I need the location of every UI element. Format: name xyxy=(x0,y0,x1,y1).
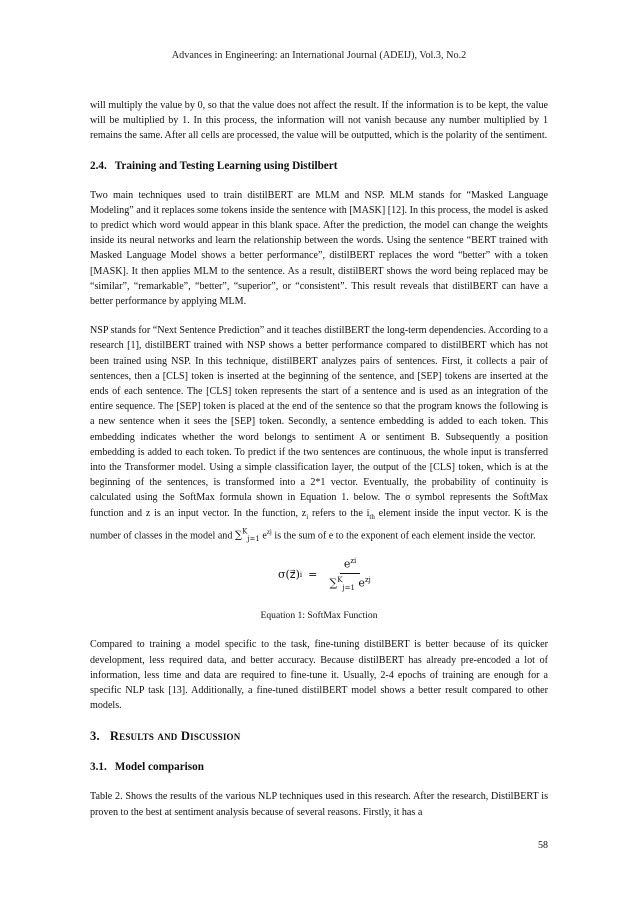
paragraph-model-comparison: Table 2. Shows the results of the various NLP techniques used in this research. After the research, DistilBERT is proven to the best at sentiment analysis because of several reasons. Firstly, it has a xyxy=(90,791,548,818)
section-heading-3 xyxy=(90,727,548,745)
inline-sum-symbol: ∑$^K_{j=1}$ xyxy=(234,527,260,544)
paragraph-nsp: NSP stands for “Next Sentence Prediction” and it teaches distilBERT the long-term dependencies. According to a research [1], distilBERT trained with NSP shows a better performance compared to distilBERT which has not been trained using NSP. In this technique, distilBERT analyzes pairs of sentences. First, it collects a pair of sentences, then a [CLS] token is inserted at the beginning of the sentence, and [SEP] tokens are inserted at the ends of each sentence. The [CLS] token represents the start of a sentence and is used as an integration of the entire sequence. The [SEP] token is placed at the end of the sentence so that the program knows the following is a new sentence when it sees the [SEP] token. Secondly, a sentence embedding is added to each token. This embedding indicates whether the word belongs to sentiment A or sentiment B. Subsequently a position embedding is added to each token. To predict if the two sentences are continuous, the whole input is transferred into the Transformer model. Using a simple classification layer, the output of the [CLS] token, which is at the beginning of the sentences, is transformed into a 2*1 vector. Eventually, the probability of continuity is calculated using the SoftMax formula shown in Equation 1. below. The σ symbol represents the SoftMax function and z is an input vector. In the function, $z_i$ refers to the $i_{th}$ element inside the input vector. K is the number of classes in the model and ∑$^K_{j=1}$ $e^{zj}$ is the sum of e to the exponent of each element inside the vector. xyxy=(90,325,548,544)
paragraph-lstm-continued: will multiply the value by 0, so that the value does not affect the result. If the information is to be kept, the value will be multiplied by 1. In this process, the information will not vanish because any number multiplied by 1 remains the same. After all cells are processed, the value will be outputted, which is the polarity of the sentiment. xyxy=(90,100,548,142)
section-title: Training and Testing Learning using Distilbert xyxy=(114,159,338,172)
page-number: 58 xyxy=(538,840,548,851)
paragraph-mlm: Two main techniques used to train distilBERT are MLM and NSP. MLM stands for “Masked Language Modeling” and it replaces some tokens inside the sentence with [MASK] [12]. In this process, the model is asked to predict which word would appear in this blank space. After the prediction, the model can change the weights inside its neural networks and learn the relationship between the words. Using the sentence “BERT trained with Masked Language Model shows a better performance”, distilBERT replaces the word “better” with a token [MASK]. It then applies MLM to the sentence. As a result, distilBERT shows the word being replaced may be “similar”, “remarkable”, “better”, “superior”, or “consistent”. This result reveals that distilBERT can have a better performance by applying MLM. xyxy=(90,189,548,308)
paragraph-fine-tuning: Compared to training a model specific to the task, fine-tuning distilBERT is better because of its quicker development, less required data, and better accuracy. Because distilBERT has already pre-encoded a lot of information, less time and data are required to fine-tune it. Usually, 2-4 epochs of training are enough for a specific NLP task [13]. Additionally, a fine-tuned distilBERT model shows a better result compared to other models. xyxy=(90,639,548,712)
section-number: 3.1. xyxy=(90,761,107,774)
page-content xyxy=(90,98,548,820)
section-title: Results and Discussion xyxy=(109,729,241,744)
section-title: Model comparison xyxy=(114,761,204,774)
running-head: Advances in Engineering: an International Journal (ADEIJ), Vol.3, No.2 xyxy=(171,50,467,61)
equation-block xyxy=(90,553,548,605)
softmax-equation: σ(z⃗) i = $\frac{e^{zi}}{\sum^K_{j=1} e^{zj}}$ xyxy=(278,557,371,592)
section-number: 3. xyxy=(90,729,100,744)
section-number: 2.4. xyxy=(90,159,107,172)
equation-caption: Equation 1: SoftMax Function xyxy=(260,610,378,622)
section-heading-3-1 xyxy=(90,759,548,775)
section-heading-2-4 xyxy=(90,158,548,174)
